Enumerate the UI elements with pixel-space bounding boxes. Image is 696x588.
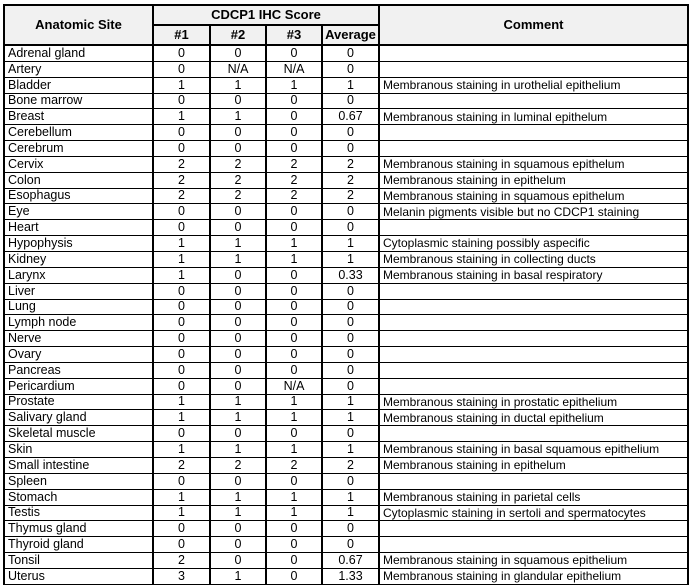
score-3-cell: 1 [266,236,322,252]
anatomic-site-cell: Lung [4,299,153,315]
table-row [4,109,688,125]
score-2-cell: 0 [210,553,266,569]
score-1-cell: 1 [153,267,210,283]
anatomic-site-cell: Artery [4,61,153,77]
anatomic-site-cell: Colon [4,172,153,188]
score-3-cell: 1 [266,505,322,521]
score-2-cell: 0 [210,204,266,220]
score-1-cell: 0 [153,220,210,236]
table-row [4,568,688,584]
comment-cell: Membranous staining in epithelum [379,457,688,473]
score-average-cell: 0 [322,45,379,61]
table-row [4,220,688,236]
score-1-cell: 2 [153,172,210,188]
score-2-cell: 0 [210,220,266,236]
anatomic-site-cell: Tonsil [4,553,153,569]
table-row [4,299,688,315]
score-1-cell: 0 [153,299,210,315]
score-average-cell: 0 [322,299,379,315]
comment-cell: Cytoplasmic staining in sertoli and spermatocytes [379,505,688,521]
score-2-cell: 1 [210,489,266,505]
anatomic-site-cell: Pericardium [4,378,153,394]
comment-cell [379,426,688,442]
score-average-cell: 2 [322,172,379,188]
score-average-cell: 1 [322,505,379,521]
score-3-cell: 0 [266,553,322,569]
score-2-cell: N/A [210,61,266,77]
score-2-cell: 0 [210,315,266,331]
comment-cell: Membranous staining in epithelum [379,172,688,188]
table-row [4,537,688,553]
score-3-cell: 2 [266,457,322,473]
anatomic-site-cell: Testis [4,505,153,521]
score-1-cell: 2 [153,457,210,473]
score-2-cell: 1 [210,252,266,268]
score-1-cell: 0 [153,537,210,553]
score-3-cell: 0 [266,362,322,378]
score-3-cell: 0 [266,267,322,283]
header-score-average: Average [322,25,379,45]
comment-cell [379,141,688,157]
score-3-cell: 0 [266,568,322,584]
comment-cell: Membranous staining in basal respiratory [379,267,688,283]
anatomic-site-cell: Skin [4,442,153,458]
score-average-cell: 0 [322,347,379,363]
table-row [4,188,688,204]
score-average-cell: 1 [322,442,379,458]
score-average-cell: 1 [322,410,379,426]
table-row [4,331,688,347]
comment-cell [379,378,688,394]
table-row [4,252,688,268]
comment-cell: Cytoplasmic staining possibly aspecific [379,236,688,252]
header-score-group: CDCP1 IHC Score [153,5,379,25]
score-1-cell: 0 [153,331,210,347]
score-average-cell: 0 [322,537,379,553]
score-1-cell: 2 [153,188,210,204]
anatomic-site-cell: Eye [4,204,153,220]
table-row [4,93,688,109]
header-score-3: #3 [266,25,322,45]
anatomic-site-cell: Small intestine [4,457,153,473]
score-average-cell: 0 [322,315,379,331]
score-1-cell: 0 [153,125,210,141]
anatomic-site-cell: Spleen [4,473,153,489]
comment-cell: Membranous staining in prostatic epithelium [379,394,688,410]
score-average-cell: 0 [322,362,379,378]
score-3-cell: 0 [266,537,322,553]
table-row [4,204,688,220]
comment-cell: Membranous staining in glandular epithelium [379,568,688,584]
anatomic-site-cell: Thymus gland [4,521,153,537]
score-1-cell: 3 [153,568,210,584]
score-3-cell: 0 [266,426,322,442]
comment-cell [379,473,688,489]
comment-cell [379,521,688,537]
score-average-cell: 0 [322,426,379,442]
header-score-1: #1 [153,25,210,45]
score-average-cell: 0 [322,220,379,236]
score-2-cell: 1 [210,568,266,584]
score-3-cell: 1 [266,252,322,268]
score-2-cell: 0 [210,362,266,378]
score-2-cell: 1 [210,505,266,521]
anatomic-site-cell: Nerve [4,331,153,347]
score-2-cell: 2 [210,188,266,204]
comment-cell: Membranous staining in luminal epithelum [379,109,688,125]
score-1-cell: 1 [153,109,210,125]
score-3-cell: 0 [266,125,322,141]
anatomic-site-cell: Thyroid gland [4,537,153,553]
score-average-cell: 0.67 [322,109,379,125]
score-1-cell: 1 [153,77,210,93]
score-average-cell: 0 [322,331,379,347]
table-row [4,442,688,458]
score-2-cell: 0 [210,537,266,553]
table-row [4,505,688,521]
anatomic-site-cell: Skeletal muscle [4,426,153,442]
anatomic-site-cell: Uterus [4,568,153,584]
score-3-cell: 0 [266,220,322,236]
score-average-cell: 0 [322,521,379,537]
score-3-cell: 0 [266,347,322,363]
score-average-cell: 2 [322,457,379,473]
score-2-cell: 2 [210,172,266,188]
score-1-cell: 1 [153,236,210,252]
comment-cell: Membranous staining in squamous epithelum [379,188,688,204]
comment-cell: Membranous staining in squamous epithelum [379,156,688,172]
comment-cell: Membranous staining in ductal epithelium [379,410,688,426]
anatomic-site-cell: Cervix [4,156,153,172]
score-2-cell: 0 [210,125,266,141]
score-1-cell: 1 [153,394,210,410]
score-average-cell: 0 [322,283,379,299]
score-2-cell: 1 [210,442,266,458]
score-3-cell: 1 [266,442,322,458]
score-average-cell: 1 [322,252,379,268]
score-average-cell: 0 [322,204,379,220]
header-anatomic-site: Anatomic Site [4,5,153,45]
table-row [4,426,688,442]
score-1-cell: 1 [153,505,210,521]
table-row [4,457,688,473]
anatomic-site-cell: Stomach [4,489,153,505]
score-2-cell: 1 [210,394,266,410]
table-row [4,141,688,157]
score-average-cell: 2 [322,156,379,172]
score-average-cell: 1 [322,236,379,252]
header-score-2: #2 [210,25,266,45]
score-average-cell: 1 [322,77,379,93]
score-average-cell: 1 [322,489,379,505]
score-3-cell: 2 [266,156,322,172]
comment-cell: Membranous staining in squamous epithelium [379,553,688,569]
score-1-cell: 1 [153,410,210,426]
score-2-cell: 1 [210,410,266,426]
score-1-cell: 2 [153,156,210,172]
score-1-cell: 0 [153,347,210,363]
score-2-cell: 1 [210,109,266,125]
anatomic-site-cell: Cerebrum [4,141,153,157]
score-3-cell: 2 [266,172,322,188]
score-1-cell: 1 [153,442,210,458]
score-1-cell: 0 [153,362,210,378]
score-3-cell: 2 [266,188,322,204]
score-1-cell: 0 [153,61,210,77]
anatomic-site-cell: Breast [4,109,153,125]
score-3-cell: 0 [266,283,322,299]
score-3-cell: 0 [266,45,322,61]
score-2-cell: 0 [210,45,266,61]
table-row [4,473,688,489]
table-body [4,45,688,585]
anatomic-site-cell: Liver [4,283,153,299]
score-2-cell: 0 [210,473,266,489]
score-3-cell: 0 [266,521,322,537]
score-2-cell: 0 [210,141,266,157]
comment-cell: Membranous staining in urothelial epithelium [379,77,688,93]
score-3-cell: 0 [266,315,322,331]
table-row [4,283,688,299]
score-3-cell: N/A [266,61,322,77]
anatomic-site-cell: Ovary [4,347,153,363]
comment-cell [379,299,688,315]
score-average-cell: 0 [322,473,379,489]
score-2-cell: 0 [210,347,266,363]
score-1-cell: 2 [153,553,210,569]
score-3-cell: 0 [266,93,322,109]
score-average-cell: 2 [322,188,379,204]
score-1-cell: 1 [153,252,210,268]
comment-cell [379,537,688,553]
score-2-cell: 2 [210,457,266,473]
score-average-cell: 0 [322,378,379,394]
table-row [4,362,688,378]
comment-cell: Membranous staining in basal squamous epithelium [379,442,688,458]
score-average-cell: 0 [322,125,379,141]
score-1-cell: 0 [153,315,210,331]
table-row [4,172,688,188]
score-2-cell: 1 [210,77,266,93]
score-2-cell: 0 [210,378,266,394]
score-1-cell: 0 [153,521,210,537]
score-3-cell: 1 [266,489,322,505]
comment-cell [379,315,688,331]
score-1-cell: 0 [153,93,210,109]
table-row [4,156,688,172]
table-row [4,267,688,283]
score-average-cell: 1.33 [322,568,379,584]
comment-cell [379,45,688,61]
score-average-cell: 0 [322,61,379,77]
table-row [4,45,688,61]
score-2-cell: 0 [210,93,266,109]
score-3-cell: 0 [266,331,322,347]
score-3-cell: 0 [266,141,322,157]
score-average-cell: 1 [322,394,379,410]
score-average-cell: 0 [322,93,379,109]
table-row [4,347,688,363]
score-3-cell: 0 [266,204,322,220]
comment-cell: Melanin pigments visible but no CDCP1 staining [379,204,688,220]
score-1-cell: 0 [153,378,210,394]
score-1-cell: 0 [153,473,210,489]
comment-cell: Membranous staining in collecting ducts [379,252,688,268]
score-3-cell: 1 [266,394,322,410]
comment-cell [379,220,688,236]
comment-cell [379,362,688,378]
anatomic-site-cell: Cerebellum [4,125,153,141]
comment-cell [379,331,688,347]
score-1-cell: 1 [153,489,210,505]
header-comment: Comment [379,5,688,45]
score-average-cell: 0.33 [322,267,379,283]
score-2-cell: 0 [210,267,266,283]
anatomic-site-cell: Hypophysis [4,236,153,252]
score-1-cell: 0 [153,141,210,157]
table-row [4,125,688,141]
anatomic-site-cell: Larynx [4,267,153,283]
anatomic-site-cell: Heart [4,220,153,236]
anatomic-site-cell: Lymph node [4,315,153,331]
ihc-score-table [3,4,689,585]
comment-cell: Membranous staining in parietal cells [379,489,688,505]
score-3-cell: N/A [266,378,322,394]
table-row [4,61,688,77]
anatomic-site-cell: Bone marrow [4,93,153,109]
comment-cell [379,347,688,363]
table-row [4,315,688,331]
score-2-cell: 0 [210,283,266,299]
table-row [4,410,688,426]
anatomic-site-cell: Adrenal gland [4,45,153,61]
table-row [4,378,688,394]
comment-cell [379,283,688,299]
comment-cell [379,93,688,109]
score-2-cell: 1 [210,236,266,252]
anatomic-site-cell: Kidney [4,252,153,268]
table-row [4,521,688,537]
score-1-cell: 0 [153,45,210,61]
score-3-cell: 0 [266,473,322,489]
table-row [4,394,688,410]
score-2-cell: 0 [210,331,266,347]
score-2-cell: 0 [210,521,266,537]
score-2-cell: 2 [210,156,266,172]
table-header [4,5,688,45]
anatomic-site-cell: Bladder [4,77,153,93]
table-row [4,77,688,93]
score-average-cell: 0 [322,141,379,157]
anatomic-site-cell: Prostate [4,394,153,410]
table-row [4,236,688,252]
table-row [4,489,688,505]
anatomic-site-cell: Esophagus [4,188,153,204]
score-3-cell: 0 [266,109,322,125]
score-1-cell: 0 [153,283,210,299]
score-average-cell: 0.67 [322,553,379,569]
score-3-cell: 0 [266,299,322,315]
score-2-cell: 0 [210,426,266,442]
comment-cell [379,125,688,141]
score-2-cell: 0 [210,299,266,315]
score-3-cell: 1 [266,77,322,93]
score-1-cell: 0 [153,204,210,220]
comment-cell [379,61,688,77]
anatomic-site-cell: Pancreas [4,362,153,378]
anatomic-site-cell: Salivary gland [4,410,153,426]
score-3-cell: 1 [266,410,322,426]
score-1-cell: 0 [153,426,210,442]
table-row [4,553,688,569]
